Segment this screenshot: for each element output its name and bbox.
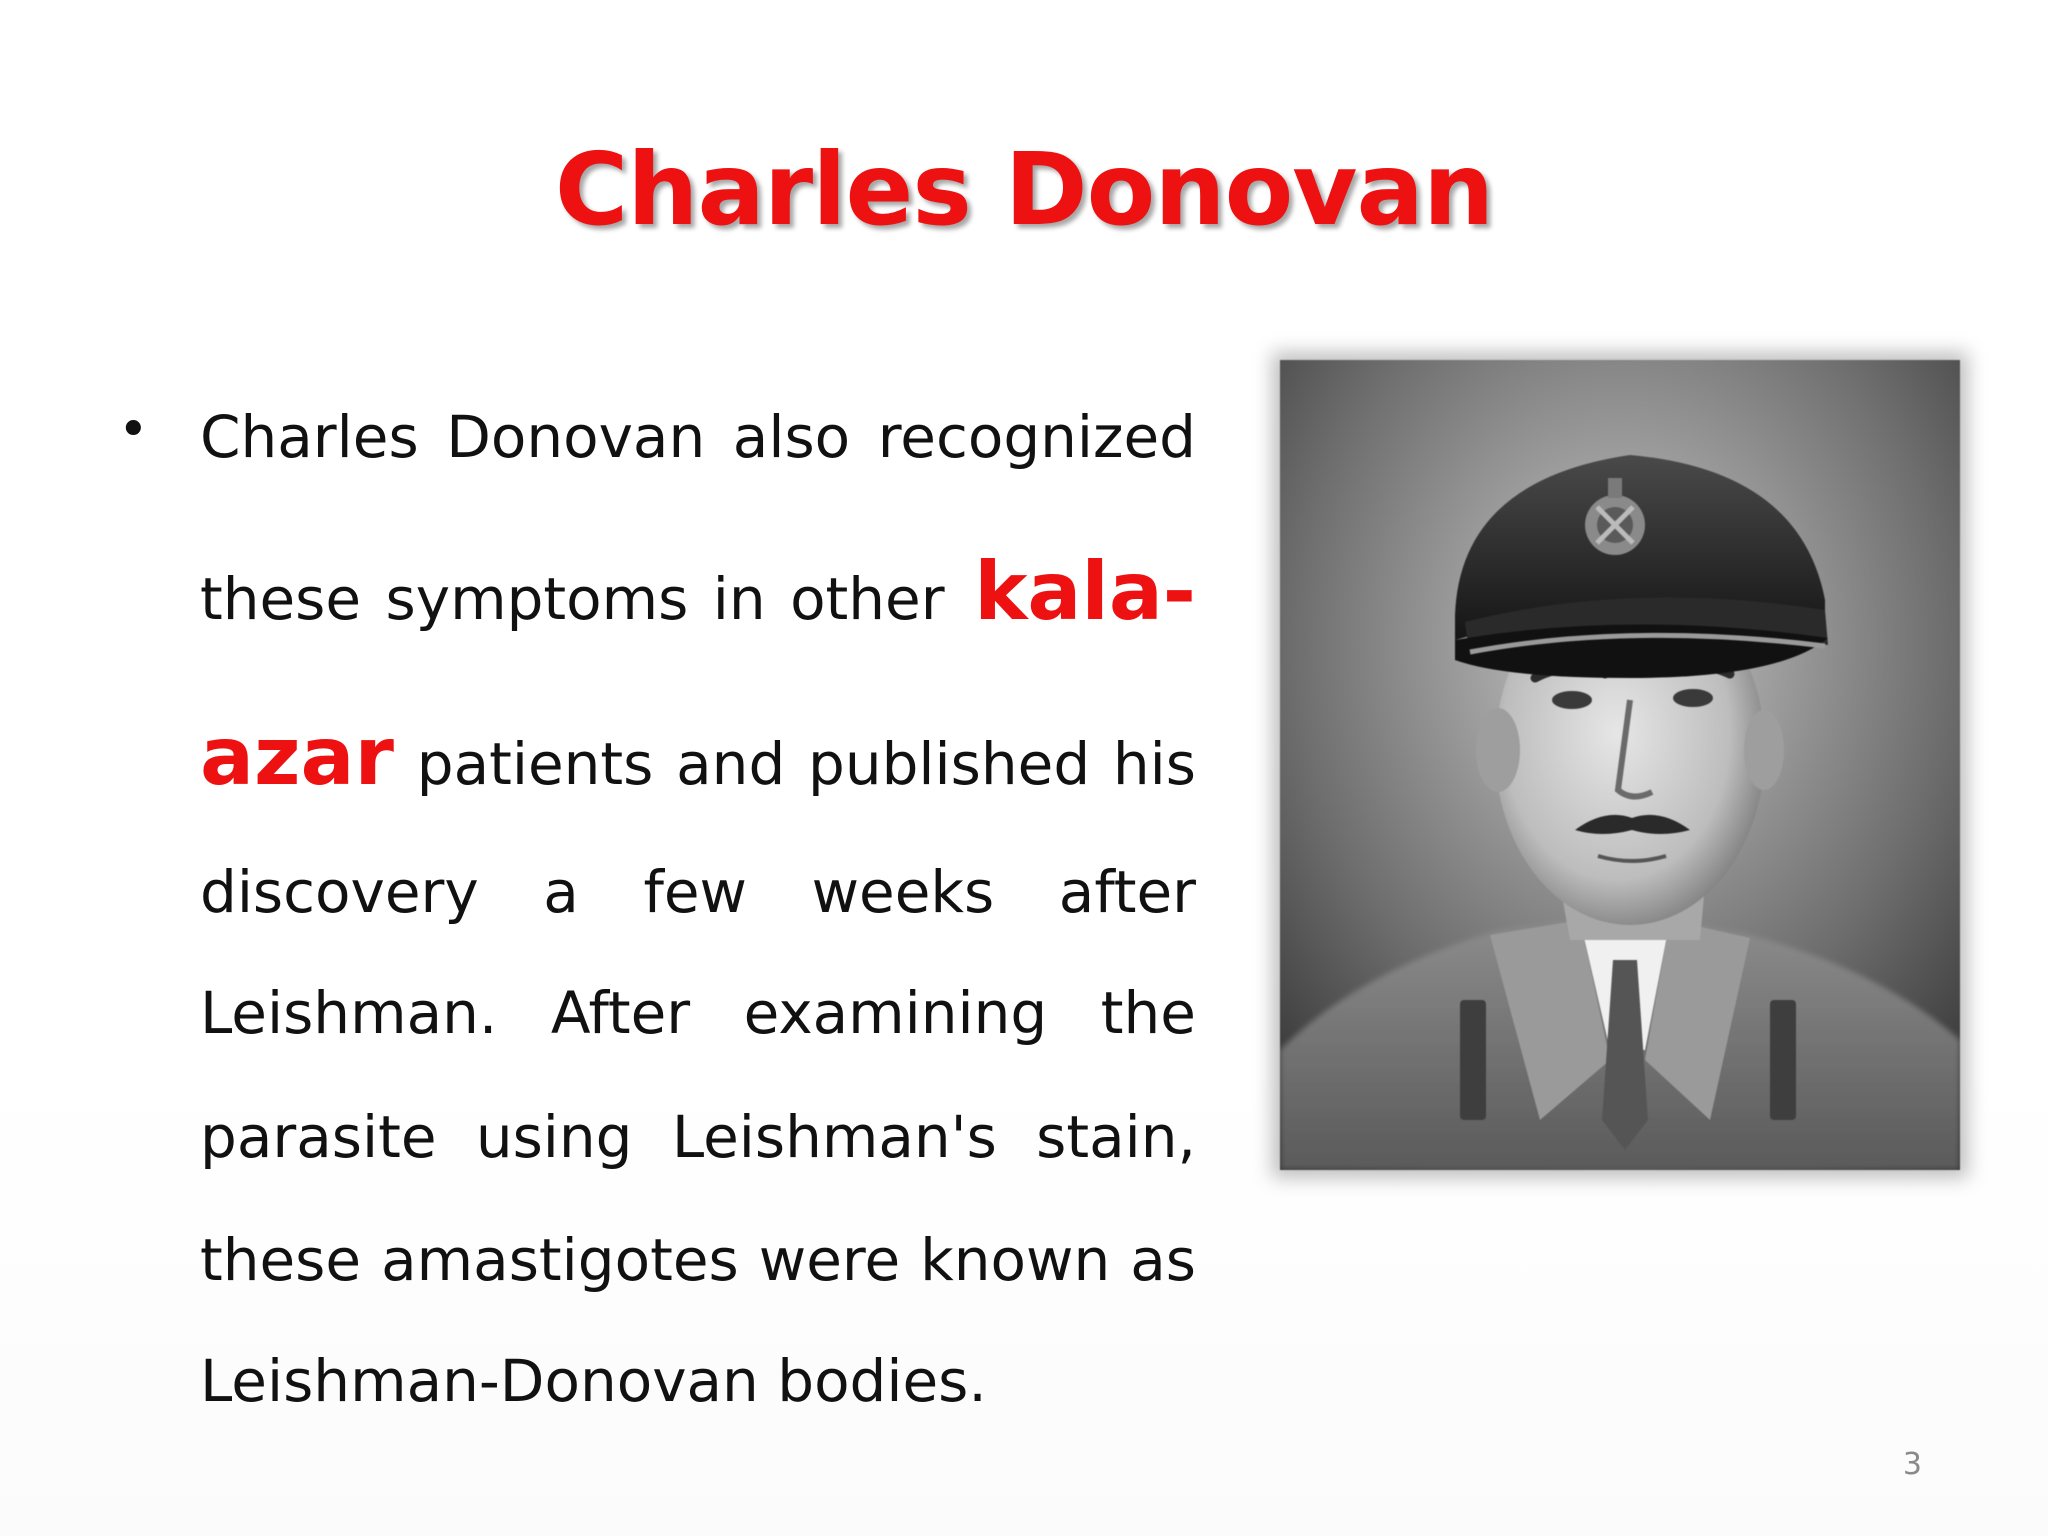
paragraph-line-3 <box>200 710 1196 803</box>
word: After <box>550 979 691 1047</box>
paragraph-line-8 <box>200 1341 1196 1421</box>
page-number: 3 <box>1902 1447 1922 1482</box>
word: discovery <box>200 858 479 926</box>
word-group: these symptoms in other <box>200 565 945 633</box>
word: examining <box>743 979 1048 1047</box>
paragraph-line-1 <box>200 397 1196 477</box>
word: and <box>676 730 786 798</box>
word: weeks <box>811 858 995 926</box>
word: Charles <box>200 403 419 471</box>
paragraph-line-7 <box>200 1220 1196 1300</box>
paragraph-line-2 <box>200 545 1196 638</box>
bullet-icon: • <box>118 400 149 460</box>
word: also <box>732 403 851 471</box>
word: a <box>543 858 579 926</box>
paragraph-line-6 <box>200 1097 1196 1177</box>
word: parasite <box>200 1103 437 1171</box>
highlight-term-kala: kala- <box>974 545 1196 638</box>
paragraph-line-4 <box>200 852 1196 932</box>
word: his <box>1112 730 1196 798</box>
portrait-photo <box>1280 360 1960 1170</box>
slide-title: Charles Donovan <box>554 131 1494 248</box>
word: were <box>758 1226 901 1294</box>
word: stain, <box>1036 1103 1196 1171</box>
word-group: Leishman-Donovan bodies. <box>200 1347 987 1415</box>
word: using <box>475 1103 633 1171</box>
word: the <box>1100 979 1196 1047</box>
word: published <box>808 730 1091 798</box>
word: recognized <box>877 403 1196 471</box>
word: amastigotes <box>381 1226 739 1294</box>
highlight-term-azar: azar <box>200 710 394 803</box>
word: Leishman's <box>671 1103 997 1171</box>
word: as <box>1130 1226 1196 1294</box>
word: after <box>1058 858 1196 926</box>
paragraph-line-5 <box>200 973 1196 1053</box>
word: these <box>200 1226 362 1294</box>
word: Donovan <box>446 403 706 471</box>
word: known <box>920 1226 1111 1294</box>
word: patients <box>416 730 654 798</box>
word: few <box>643 858 747 926</box>
word: Leishman. <box>200 979 498 1047</box>
